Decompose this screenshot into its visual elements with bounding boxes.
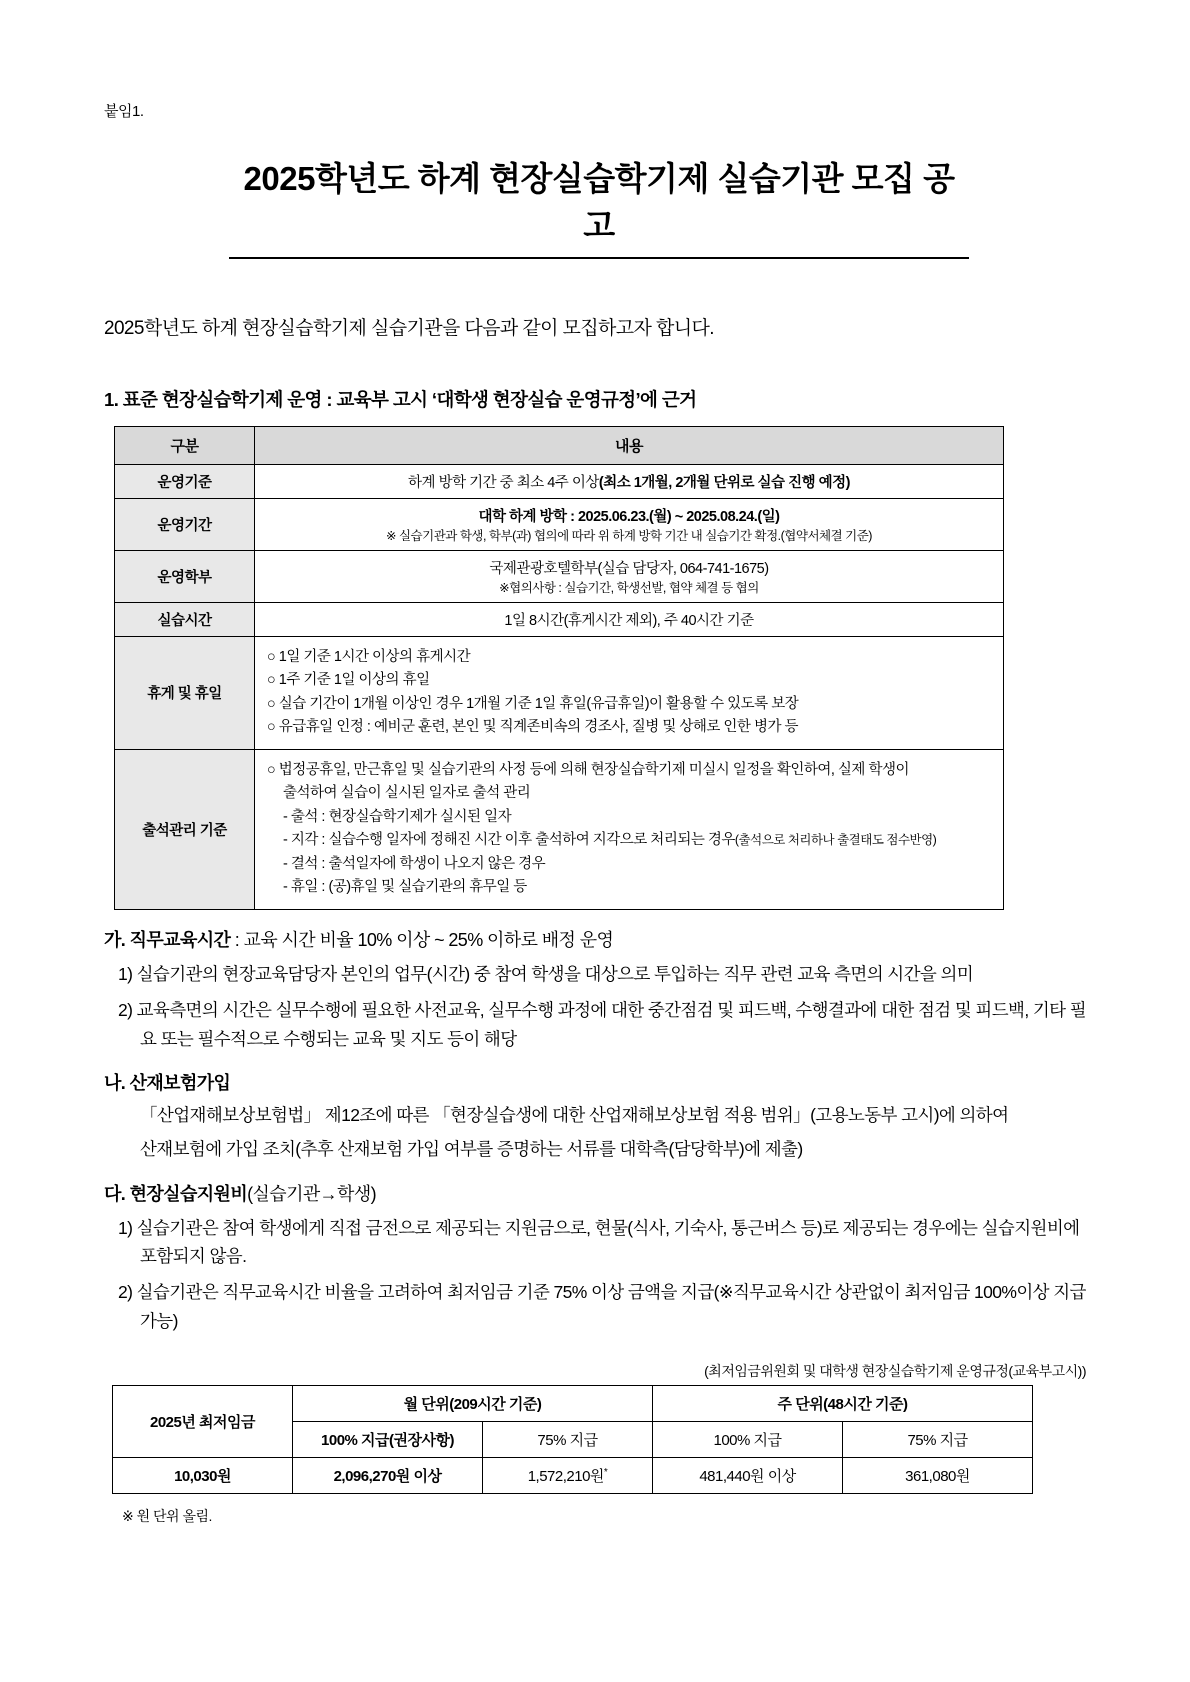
row-text: ○ 1일 기준 1시간 이상의 휴게시간	[267, 649, 471, 665]
clause-da-item-1: 1) 실습기관은 참여 학생에게 직접 금전으로 제공되는 지원금으로, 현물(식사, 기숙사, 통근버스 등)로 제공되는 경우에는 실습지원비에 포함되지 않음.	[118, 1217, 1080, 1266]
row-label: 운영학부	[115, 551, 255, 603]
row-content: 1일 8시간(휴게시간 제외), 주 40시간 기준	[255, 603, 1004, 637]
clause-da	[104, 1180, 1094, 1206]
row-content	[255, 749, 1004, 909]
clause-ga-tail: : 교육 시간 비율 10% 이상 ~ 25% 이하로 배정 운영	[230, 929, 614, 950]
wage-table-source-note: (최저임금위원회 및 대학생 현장실습학기제 운영규정(교육부고시))	[704, 1362, 1086, 1379]
column-header-content: 내용	[255, 427, 1004, 465]
row-text-note: (출석으로 처리하나 출결태도 점수반영)	[734, 833, 937, 848]
row-label: 휴게 및 휴일	[115, 637, 255, 750]
wage-weekly-75: 361,080원	[843, 1457, 1033, 1493]
wage-group-header-weekly: 주 단위(48시간 기준)	[653, 1385, 1033, 1421]
row-text: - 휴일 : (공)휴일 및 실습기관의 휴무일 등	[283, 879, 527, 896]
wage-table-footnote: ※ 원 단위 올림.	[122, 1507, 212, 1524]
row-note: ※ 실습기관과 학생, 학부(과) 협의에 따라 위 하계 방학 기간 내 실습기간 확정.(협약서체결 기준)	[386, 529, 872, 543]
wage-group-header-monthly: 월 단위(209시간 기준)	[293, 1385, 653, 1421]
row-note: ※협의사항 : 실습기간, 학생선발, 협약 체결 등 협의	[499, 581, 759, 595]
table-row	[115, 465, 1004, 499]
row-text: 국제관광호텔학부(실습 담당자, 064-741-1675)	[489, 561, 769, 577]
wage-table-value-row	[113, 1457, 1033, 1493]
intro-paragraph: 2025학년도 하계 현장실습학기제 실습기관을 다음과 같이 모집하고자 합니다.	[104, 318, 714, 339]
column-header-category: 구분	[115, 427, 255, 465]
table-row	[115, 499, 1004, 551]
clause-ga-item-1: 1) 실습기관의 현장교육담당자 본인의 업무(시간) 중 참여 학생을 대상으로 투입하는 직무 관련 교육 측면의 시간을 의미	[118, 963, 974, 984]
page-title: 2025학년도 하계 현장실습학기제 실습기관 모집 공고	[229, 153, 969, 259]
row-label: 운영기준	[115, 465, 255, 499]
minimum-wage-table	[112, 1385, 1033, 1494]
section-1-heading: 1. 표준 현장실습학기제 운영 : 교육부 고시 ‘대학생 현장실습 운영규정’에 근거	[104, 389, 697, 410]
row-text: ○ 1주 기준 1일 이상의 휴일	[267, 672, 430, 689]
wage-monthly-100: 2,096,270원 이상	[293, 1457, 483, 1493]
clause-na	[104, 1069, 1094, 1095]
attachment-label: 붙임1.	[104, 103, 144, 120]
clause-na-head: 나. 산재보험가입	[104, 1072, 231, 1093]
wage-subheader-weekly-75: 75% 지급	[843, 1421, 1033, 1457]
row-text: - 출석 : 현장실습학기제가 실시된 일자	[283, 808, 512, 825]
clause-na-line-1: 「산업재해보상보험법」 제12조에 따른 「현장실습생에 대한 산업재해보상보험 적용 범위」(고용노동부 고시)에 의하여	[140, 1104, 1009, 1125]
wage-corner-label: 2025년 최저임금	[113, 1385, 293, 1457]
row-content	[255, 465, 1004, 499]
wage-table-header-row-1	[113, 1385, 1033, 1421]
wage-footnote-mark: *	[603, 1466, 608, 1478]
clause-da-item-2: 2) 실습기관은 직무교육시간 비율을 고려하여 최저임금 기준 75% 이상 금액을 지급(※직무교육시간 상관없이 최저임금 100%이상 지급 가능)	[118, 1282, 1086, 1331]
row-label: 실습시간	[115, 603, 255, 637]
table-row	[115, 749, 1004, 909]
clause-ga-item-2: 2) 교육측면의 시간은 실무수행에 필요한 사전교육, 실무수행 과정에 대한 중간점검 및 피드백, 수행결과에 대한 점검 및 피드백, 기타 필요 또는 필수적으로 수행되는 교육 및 지도 등이 해당	[118, 1000, 1087, 1049]
row-content	[255, 499, 1004, 551]
clause-ga	[104, 926, 1094, 952]
row-text-bold: 대학 하계 방학 : 2025.06.23.(월) ~ 2025.08.24.(일)	[478, 509, 780, 525]
table-row	[115, 637, 1004, 750]
row-content	[255, 637, 1004, 750]
table-row	[115, 603, 1004, 637]
row-label: 운영기간	[115, 499, 255, 551]
row-text: 하계 방학 기간 중 최소 4주 이상	[408, 475, 599, 491]
row-content	[255, 551, 1004, 603]
wage-subheader-weekly-100: 100% 지급	[653, 1421, 843, 1457]
table-header-row	[115, 427, 1004, 465]
row-text: 출석하여 실습이 실시된 일자로 출석 관리	[283, 785, 531, 802]
clause-ga-head: 가. 직무교육시간	[104, 929, 231, 950]
table-row	[115, 551, 1004, 603]
wage-minimum-hourly: 10,030원	[113, 1457, 293, 1493]
row-text: ○ 유급휴일 인정 : 예비군 훈련, 본인 및 직계존비속의 경조사, 질병 및 상해로 인한 병가 등	[267, 719, 799, 736]
row-text: - 결석 : 출석일자에 학생이 나오지 않은 경우	[283, 855, 546, 872]
wage-subheader-monthly-100: 100% 지급(권장사항)	[293, 1421, 483, 1457]
row-text-bold: (최소 1개월, 2개월 단위로 실습 진행 예정)	[598, 475, 850, 491]
wage-monthly-75: 1,572,210원*	[483, 1457, 653, 1493]
row-text: ○ 법정공휴일, 만근휴일 및 실습기관의 사정 등에 의해 현장실습학기제 미실시 일정을 확인하여, 실제 학생이	[267, 761, 909, 778]
wage-weekly-100: 481,440원 이상	[653, 1457, 843, 1493]
clause-da-tail: (실습기관→학생)	[247, 1183, 377, 1204]
row-text: ○ 실습 기간이 1개월 이상인 경우 1개월 기준 1일 휴일(유급휴일)이 활용할 수 있도록 보장	[267, 695, 799, 712]
clause-na-line-2: 산재보험에 가입 조치(추후 산재보험 가입 여부를 증명하는 서류를 대학측(담당학부)에 제출)	[140, 1139, 803, 1160]
operation-standards-table	[114, 426, 1004, 910]
row-label: 출석관리 기준	[115, 749, 255, 909]
clause-da-head: 다. 현장실습지원비	[104, 1183, 248, 1204]
wage-subheader-monthly-75: 75% 지급	[483, 1421, 653, 1457]
row-text: - 지각 : 실습수행 일자에 정해진 시간 이후 출석하여 지각으로 처리되는 경우(출석으로 처리하나 출결태도 점수반영)	[283, 832, 937, 849]
